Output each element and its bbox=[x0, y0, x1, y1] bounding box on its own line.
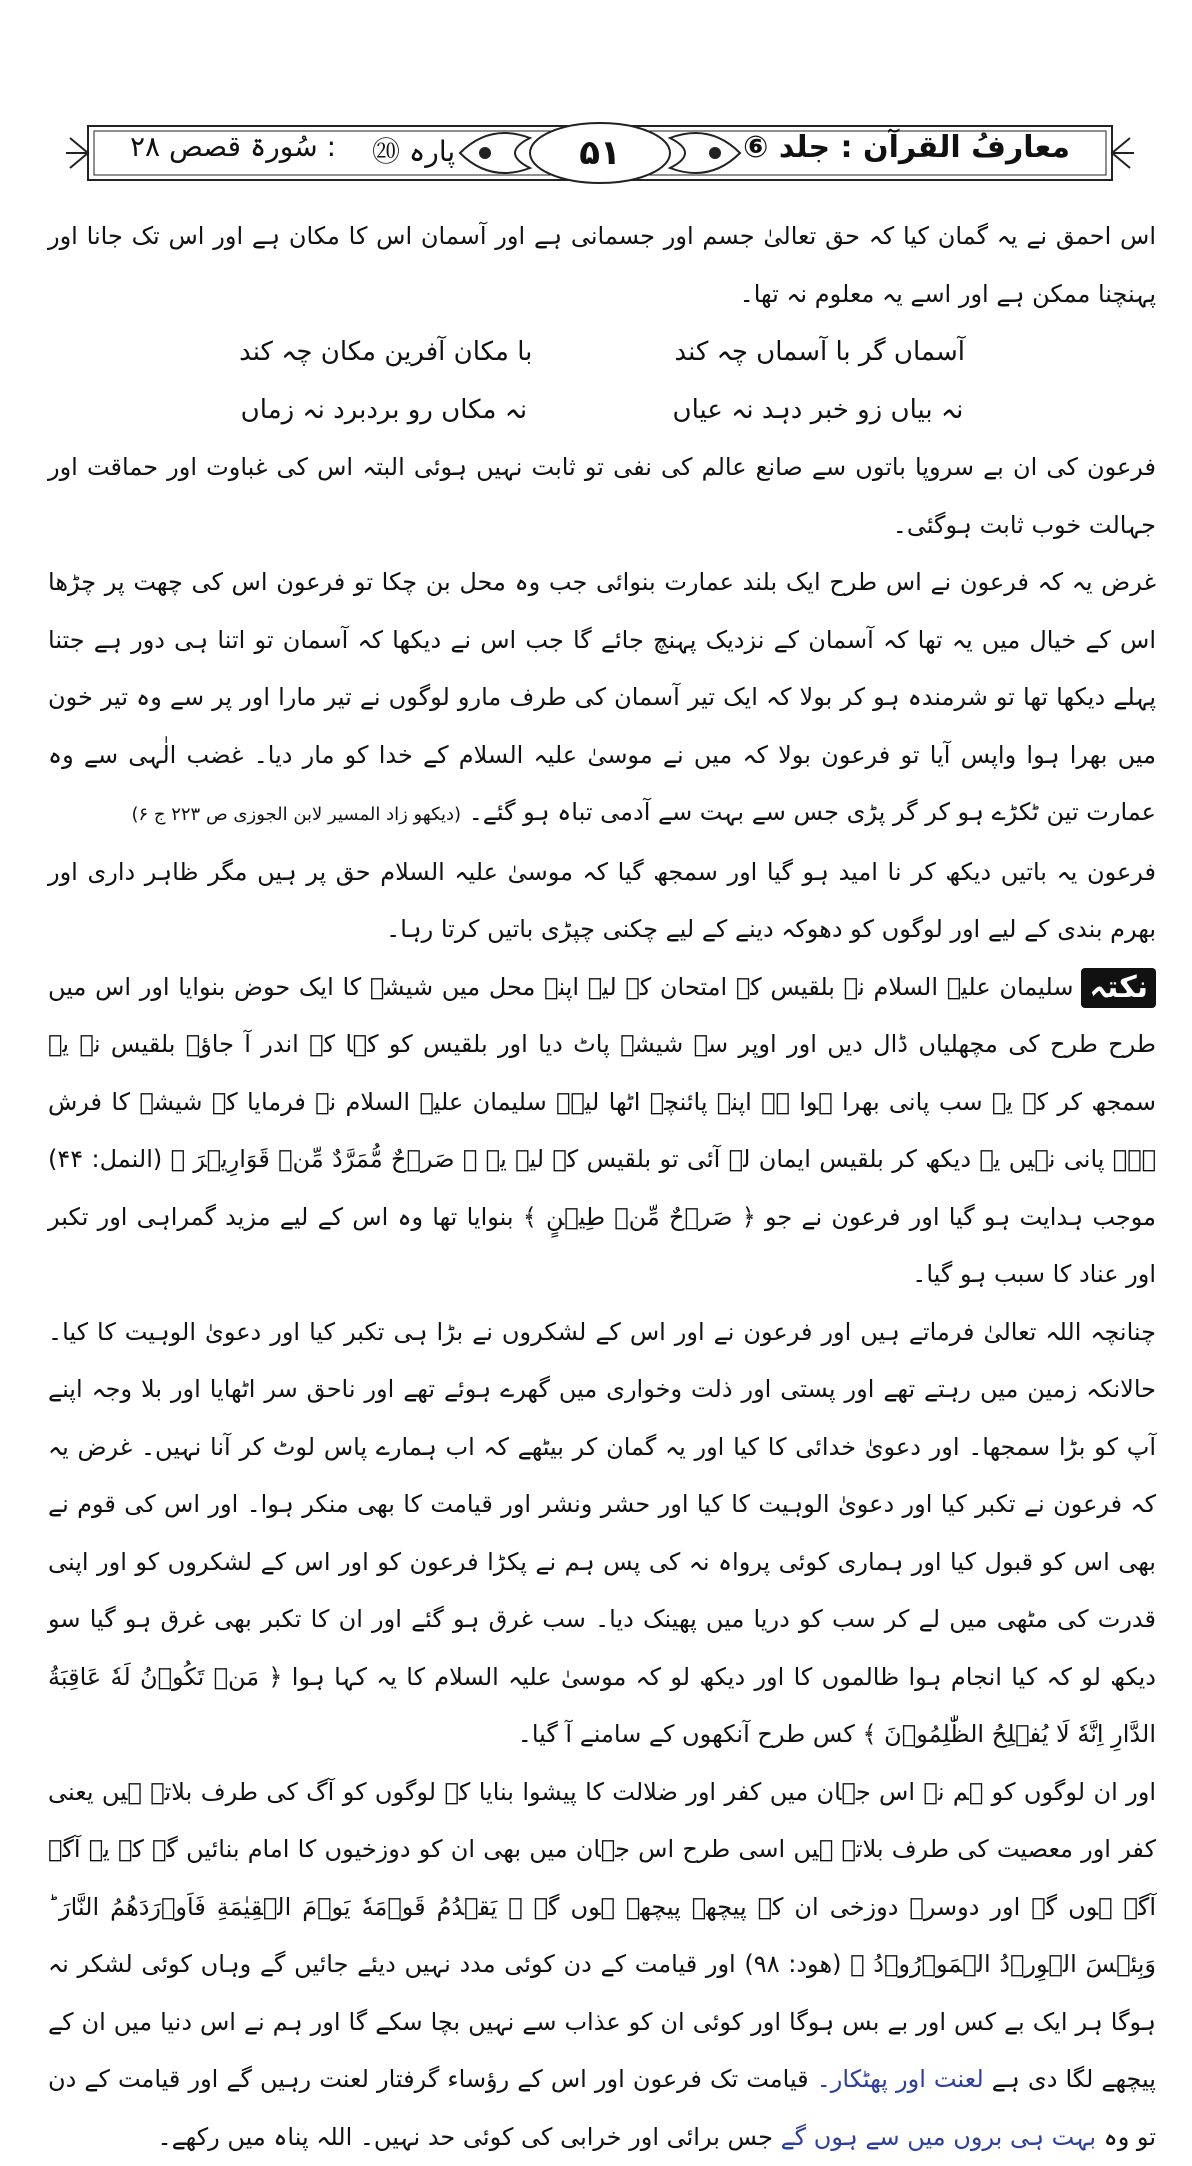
paragraph-7-text-c: جس برائی اور خرابی کی کوئی حد نہیں۔ اللہ پناہ میں رکھے۔ bbox=[158, 2123, 773, 2151]
paragraph-2: فرعون کی ان بے سروپا باتوں سے صانع عالم کی نفی تو ثابت نہیں ہوئی البتہ اس کی غباوت اور حماقت اور جہالت خوب ثابت ہوگئی۔ bbox=[48, 439, 1156, 554]
para-label: پارہ ⑳ bbox=[372, 130, 455, 170]
paragraph-7-highlight-1: لعنت اور پھٹکار۔ bbox=[817, 2065, 984, 2093]
page-header bbox=[60, 118, 1140, 188]
page-body bbox=[48, 208, 1156, 2166]
paragraph-5-text: سلیمان علیہ السلام نے بلقیس کے امتحان کے لیے اپنے محل میں شیشہ کا ایک حوض بنوایا اور اس میں طرح طرح کی مچھلیاں ڈال دیں اور اوپر سے شیشہ پاٹ دیا اور بلقیس کو کہا کہ اندر آ جاؤ۔ بلقیس نے یہ سمجھ کر کہ یہ سب پانی بھرا ہوا ہے اپنے پائنچے اٹھا لیے۔ سلیمان علیہ السلام نے فرمایا کہ شیشہ کا فرش ہے۔ پانی نہیں یہ دیکھ کر بلقیس ایمان لے آئی تو بلقیس کے لیے یہ ﴿ صَرۡحٌ مُّمَرَّدٌ مِّنۡ قَوَارِيۡرَ ﴾ (النمل: ۴۴) موجب ہدایت ہو گیا اور فرعون نے جو ﴿ صَرۡحٌ مِّنۡ طِيۡنٍ ﴾ بنوایا تھا وہ اس کے لیے مزید گمراہی اور تکبر اور عناد کا سبب ہو گیا۔ bbox=[48, 973, 1156, 1289]
verse-line-1 bbox=[48, 323, 1156, 381]
paragraph-5 bbox=[48, 959, 1156, 1304]
verse-2-left: نہ مکاں رو بردبرد نہ زماں bbox=[241, 381, 528, 439]
paragraph-3 bbox=[48, 554, 1156, 844]
book-title: معارفُ القرآن : جلد ⑥ bbox=[743, 130, 1070, 165]
page-number: ۵۱ bbox=[530, 122, 670, 184]
paragraph-3-text: غرض یہ کہ فرعون نے اس طرح ایک بلند عمارت بنوائی جب وہ محل بن چکا تو فرعون اس کی چھت پر چڑھا اس کے خیال میں یہ تھا کہ آسمان کے نزدیک پہنچ جائے گا جب اس نے دیکھا کہ آسمان تو اتنا ہی دور ہے جتنا پہلے دیکھا تھا تو شرمندہ ہو کر بولا کہ ایک تیر آسمان کی طرف مارو لوگوں نے تیر مارا اور پر سے وہ تیر خون میں بھرا ہوا واپس آیا تو فرعون بولا کہ میں نے موسیٰ علیہ السلام کے خدا کو مار دیا۔ غضب الٰہی سے وہ عمارت تین ٹکڑے ہو کر گر پڑی جس سے بہت سے آدمی تباہ ہو گئے۔ bbox=[48, 568, 1156, 826]
verse-2-right: نہ بیاں زو خبر دہد نہ عیاں bbox=[673, 381, 964, 439]
paragraph-4: فرعون یہ باتیں دیکھ کر نا امید ہو گیا اور سمجھ گیا کہ موسیٰ علیہ السلام حق پر ہیں مگر ظاہر داری اور بھرم بندی کے لیے اور لوگوں کو دھوکہ دینے کے لیے چکنی چپڑی باتیں کرتا رہا۔ bbox=[48, 844, 1156, 959]
paragraph-6: چنانچہ اللہ تعالیٰ فرماتے ہیں اور فرعون نے اور اس کے لشکروں نے بڑا ہی تکبر کیا اور دعویٰ الوہیت کا کیا۔ حالانکہ زمین میں رہتے تھے اور پستی اور ذلت وخواری میں گھرے ہوئے تھے اور ناحق سر اٹھایا اور بلا وجہ اپنے آپ کو بڑا سمجھا۔ اور دعویٰ خدائی کا کیا اور یہ گمان کر بیٹھے کہ اب ہمارے پاس لوٹ کر آنا نہیں۔ غرض یہ کہ فرعون نے تکبر کیا اور دعویٰ الوہیت کا کیا اور حشر ونشر اور قیامت کا بھی منکر ہوا۔ اور اس کی قوم نے بھی اس کو قبول کیا اور ہماری کوئی پرواہ نہ کی پس ہم نے پکڑا فرعون کو اور اس کے لشکروں کو اور اپنی قدرت کی مٹھی میں لے کر سب کو دریا میں پھینک دیا۔ سب غرق ہو گئے اور ان کا تکبر بھی غرق ہو گیا سو دیکھ لو کہ کیا انجام ہوا ظالموں کا اور دیکھ لو کہ موسیٰ علیہ السلام کا یہ کہا ہوا ﴿ مَنۡ تَكُوۡنُ لَهٗ عَاقِبَةُ الدَّارِ اِنَّهٗ لَا يُفۡلِحُ الظّٰلِمُوۡنَ ﴾ کس طرح آنکھوں کے سامنے آ گیا۔ bbox=[48, 1304, 1156, 1764]
verse-1-left: با مکان آفرین مکان چہ کند bbox=[239, 323, 532, 381]
paragraph-7-text-a: اور ان لوگوں کو ہم نے اس جہان میں کفر اور ضلالت کا پیشوا بنایا کہ لوگوں کو آگ کی طرف بلاتے ہیں یعنی کفر اور معصیت کی طرف بلاتے ہیں اسی طرح اس جہان میں بھی ان کو دوزخیوں کا امام بنائیں گے کہ یہ آگے آگے ہوں گے اور دوسرے دوزخی ان کے پیچھے پیچھے ہوں گے ﴿ يَقۡدُمُ قَوۡمَهٗ يَوۡمَ الۡقِيٰمَةِ فَاَوۡرَدَهُمُ النَّارَ ؕ وَبِئۡسَ الۡوِرۡدُ الۡمَوۡرُوۡدُ ﴾ (ھود: ۹۸) اور قیامت کے دن کوئی مدد نہیں دیئے جائیں گے وہاں کوئی لشکر نہ ہوگا ہر ایک بے کس اور بے بس ہوگا اور کوئی ان کو عذاب سے نہیں بچا سکے گا اور ہم نے اس دنیا میں ان کے پیچھے لگا دی ہے bbox=[48, 1778, 1156, 2094]
paragraph-3-reference: (دیکھو زاد المسیر لابن الجوزی ص ۲۲۳ ج ۶) bbox=[131, 804, 461, 825]
paragraph-7 bbox=[48, 1764, 1156, 2166]
verse-line-2 bbox=[48, 381, 1156, 439]
surah-label: : سُورۃ قصص ۲۸ bbox=[130, 130, 336, 163]
paragraph-7-text-b: قیامت تک فرعون اور اس کے رؤساء گرفتار لعنت رہیں گے اور قیامت کے دن تو وہ bbox=[48, 2065, 1156, 2151]
paragraph-7-highlight-2: بہت ہی بروں میں سے ہوں گے bbox=[781, 2123, 1096, 2151]
paragraph-1: اس احمق نے یہ گمان کیا کہ حق تعالیٰ جسم اور جسمانی ہے اور آسمان اس کا مکان ہے اور اس تک جانا اور پہنچنا ممکن ہے اور اسے یہ معلوم نہ تھا۔ bbox=[48, 208, 1156, 323]
verse-1-right: آسماں گر با آسماں چہ کند bbox=[674, 323, 965, 381]
nukta-badge: نکتہ bbox=[1081, 968, 1156, 1008]
